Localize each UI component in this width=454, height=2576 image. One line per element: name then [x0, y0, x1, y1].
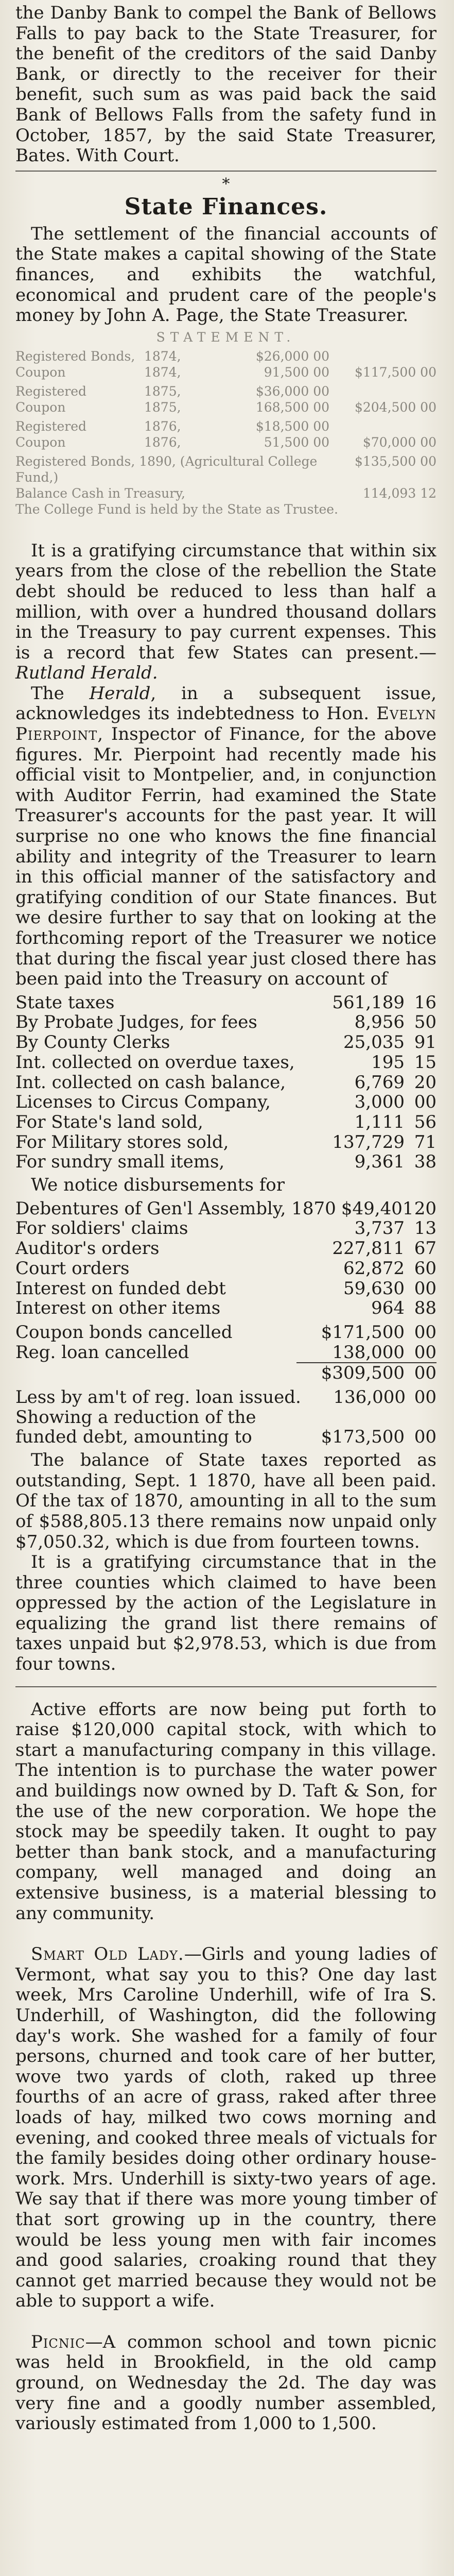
receipts-ledger	[15, 993, 436, 1172]
picnic-paragraph: Picnic—A common school and town picnic was held in Brookfield, in the old camp ground, on Wednesday the 2d. The day was very fine and a goodly number assembled, variously estimated from 1,000 to 1,500.	[15, 2331, 436, 2434]
ledger-row: Licenses to Circus Company, 3,000 00	[15, 1092, 436, 1113]
ledger-row: State taxes 561,189 16	[15, 992, 436, 1013]
ledger-row: Int. collected on cash balance, 6,769 20	[15, 1072, 436, 1093]
inspector-name: Evelyn Pierpoint	[15, 703, 436, 745]
ledger-row: Less by am't of reg. loan issued. 136,000 00	[15, 1387, 436, 1408]
ledger-row: For soldiers' claims 3,737 13	[15, 1218, 436, 1239]
active-efforts-paragraph: Active efforts are now being put forth to raise $120,000 capital stock, with which to start a manufacturing company in this village. The intention is to purchase the water power and buildings now owned by D. Taft & Son, for the use of the new corporation. We hope the stock may be speedily taken. It ought to pay better than bank stock, and a manufacturing company, well managed and doing an extensive business, is a material blessing to any community.	[15, 1699, 436, 1924]
star-ornament: *	[222, 175, 230, 193]
settlement-paragraph: The settlement of the financial accounts of the State makes a capital showing of the State finances, and exhibits the watchful, economical and prudent care of the people's money by John A. Page, the State Treasurer.	[15, 223, 436, 326]
statement-row: Coupon 1875, 168,500 00 $204,500 00	[15, 399, 436, 415]
disbursements-ledger	[15, 1199, 436, 1447]
ledger-row: For sundry small items, 9,361 38	[15, 1151, 436, 1173]
statement-row: Balance Cash in Treasury, 114,093 12	[15, 485, 436, 501]
ledger-row: Debentures of Gen'l Assembly, 1870 $49,401 20	[15, 1198, 436, 1219]
article-heading: State Finances.	[124, 193, 328, 220]
statement-row: Registered 1876, $18,500 00	[15, 418, 329, 434]
ledger-row: For State's land sold, 1,111 56	[15, 1112, 436, 1132]
ledger-row: By Probate Judges, for fees 8,956 50	[15, 1012, 436, 1033]
balance-paragraph: The balance of State taxes reported as outstanding, Sept. 1 1870, have all been paid. Of the tax of 1870, amounting in all to the sum of $588,805.13 there remains now unpaid only $7,050.32, which is due from fourteen towns.	[15, 1450, 436, 1552]
ledger-row: By County Clerks 25,035 91	[15, 1032, 436, 1053]
statement-row: Coupon 1874, 91,500 00 $117,500 00	[15, 364, 436, 380]
source-credit: Rutland Herald.	[15, 663, 158, 684]
ledger-row: Reg. loan cancelled 138,000 00	[15, 1342, 436, 1363]
ledger-row: Coupon bonds cancelled $171,500 00	[15, 1321, 436, 1343]
smart-old-lady-title: Smart Old Lady.	[31, 1944, 184, 1965]
smart-old-lady-paragraph: Smart Old Lady.—Girls and young ladies of Vermont, what say you to this? One day last week, Mrs Caroline Underhill, wife of Ira S. Underhill, of Washington, did the following day's work. She washed for a family of four persons, churned and took care of her butter, wove two yards of cloth, raked up three fourths of an acre of grass, raked after three loads of hay, milked two cows morning and evening, and cooked three meals of victuals for the family besides doing other ordinary house-work. Mrs. Underhill is sixty-two years of age. We say that if there was more young timber of that sort growing up in the country, there would be less young men with fair incomes and good salaries, croaking round that they cannot get married because they would not be able to support a wife.	[15, 1944, 436, 2312]
intro-paragraph: the Danby Bank to compel the Bank of Bellows Falls to pay back to the State Treasurer, for the benefit of the creditors of the said Danby Bank, or directly to the receiver for their benefit, such sum as was paid back the said Bank of Bellows Falls from the safety fund in October, 1857, by the said State Treasurer, Bates. With Court.	[15, 3, 436, 166]
column-rule	[15, 1686, 436, 1687]
ledger-row: For Military stores sold, 137,729 71	[15, 1131, 436, 1153]
gratifying-paragraph: It is a gratifying circumstance that within six years from the close of the rebellion the State debt should be reduced to less than half a million, with over a hundred thousand dollars in the Treasury to pay current expenses. This is a record that few States can present.—Rutland Herald.	[15, 540, 436, 684]
three-counties-paragraph: It is a gratifying circumstance that in the three counties which claimed to have been oppressed by the action of the Legislature in equalizing the grand list there remains of taxes unpaid but $2,978.53, which is due from four towns.	[15, 1552, 436, 1675]
disbursements-intro: We notice disbursements for	[31, 1175, 285, 1196]
ledger-row: Interest on funded debt 59,630 00	[15, 1278, 436, 1299]
statement-row: Coupon 1876, 51,500 00 $70,000 00	[15, 434, 436, 450]
statement-row: Registered 1875, $36,000 00	[15, 383, 329, 399]
column-rule	[15, 171, 436, 172]
ledger-row: Showing a reduction of the funded debt, amounting to $173,500 00	[15, 1406, 436, 1448]
financial-statement	[15, 329, 436, 517]
statement-row: Registered Bonds, 1874, $26,000 00	[15, 348, 329, 364]
ledger-row: Interest on other items 964 88	[15, 1298, 436, 1319]
picnic-title: Picnic	[31, 2331, 85, 2352]
ledger-row: Court orders 62,872 60	[15, 1258, 436, 1279]
ledger-row: Int. collected on overdue taxes, 195 15	[15, 1052, 436, 1073]
ledger-subtotal: $309,500 00	[15, 1362, 436, 1383]
statement-row: Registered Bonds, 1890, (Agricultural College Fund,) $135,500 00	[15, 453, 436, 485]
herald-paragraph: The Herald, in a subsequent issue, acknowledges its indebtedness to Hon. Evelyn Pierpoint, Inspector of Finance, for the above figures. Mr. Pierpoint had recently made his official visit to Montpelier, and, in conjunction with Auditor Ferrin, had examined the State Treasurer's accounts for the past year. It will surprise no one who knows the fine financial ability and integrity of the Treasurer to learn in this official manner of the satisfactory and gratifying condition of our State finances. But we desire further to say that on looking at the forthcoming report of the Treasurer we notice that during the fiscal year just closed there has been paid into the Treasury on account of	[15, 683, 436, 990]
statement-title: STATEMENT.	[156, 329, 296, 345]
ledger-row: Auditor's orders 227,811 67	[15, 1238, 436, 1259]
statement-note: The College Fund is held by the State as Trustee.	[15, 501, 338, 517]
